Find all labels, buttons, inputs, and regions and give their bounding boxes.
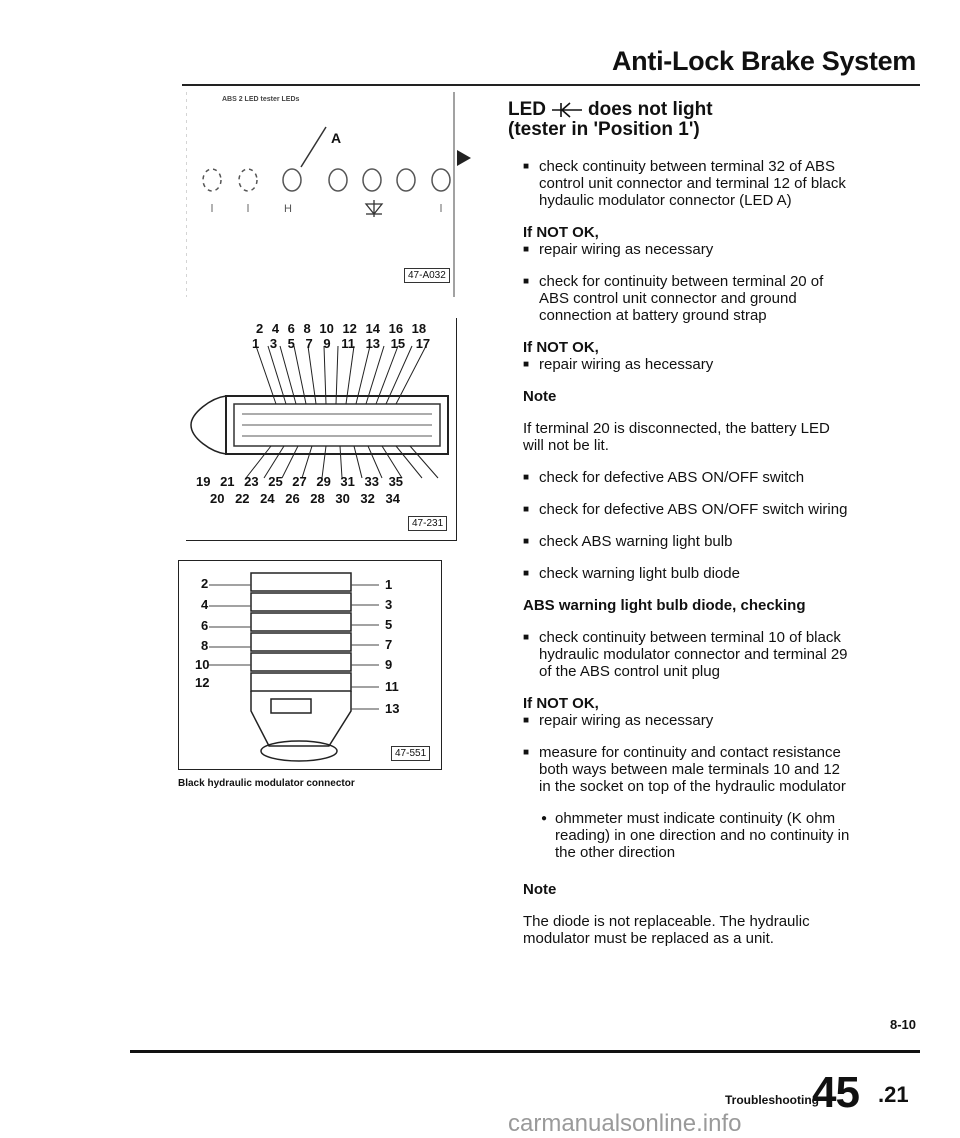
abs-connector-drawing — [186, 318, 456, 540]
step-check-bulb-diode: ■ check warning light bulb diode — [523, 565, 853, 582]
diode-icon — [552, 101, 582, 119]
fig3-label-right-3: 3 — [385, 597, 393, 612]
fig3-label-left-4: 4 — [201, 597, 209, 612]
fig2-top-numbers-2: 1 3 5 7 9 11 13 15 17 — [252, 336, 431, 351]
fig3-label-left-12: 12 — [195, 675, 210, 690]
step-check-terminal-20: ■ check for continuity between terminal 20 of ABS control unit connector and ground connection at battery ground strap — [523, 273, 853, 324]
if-not-ok-1: If NOT OK, — [523, 224, 599, 241]
play-arrow-icon — [457, 150, 471, 166]
note-2-title: Note — [523, 881, 557, 898]
led-tester-drawing — [186, 92, 456, 297]
hydraulic-connector-drawing — [179, 561, 441, 769]
fig3-label-right-13: 13 — [385, 701, 400, 716]
page-title: Anti-Lock Brake System — [611, 46, 916, 76]
fig3-label-right-1: 1 — [385, 577, 393, 592]
figure-hydraulic-connector — [178, 560, 442, 770]
fig3-label-right-9: 9 — [385, 657, 393, 672]
fig3-label-right-7: 7 — [385, 637, 393, 652]
fig2-ref: 47-231 — [408, 516, 447, 531]
footer-section-label: Troubleshooting — [725, 1093, 819, 1107]
note-1-text: If terminal 20 is disconnected, the battery LED will not be lit. — [523, 420, 830, 454]
fig1-caption-top: ABS 2 LED tester LEDs — [222, 96, 300, 103]
svg-text:H: H — [284, 203, 292, 215]
page-number-major: 45 — [812, 1068, 859, 1117]
step-check-switch-wiring: ■ check for defective ABS ON/OFF switch wiring — [523, 501, 853, 518]
fig1-label-a: A — [331, 130, 342, 146]
heading-tester-position: (tester in 'Position 1') — [508, 119, 700, 140]
footer-rule — [130, 1050, 920, 1053]
fig3-label-right-11: 11 — [385, 679, 399, 694]
step-check-switch: ■ check for defective ABS ON/OFF switch — [523, 469, 853, 486]
step-repair-wiring-2: ■ repair wiring as hecessary — [523, 356, 853, 373]
note-1-title: Note — [523, 388, 557, 405]
sub-heading-diode-check: ABS warning light bulb diode, checking — [523, 597, 806, 614]
step-ohmmeter: ● ohmmeter must indicate continuity (K ohm reading) in one direction and no continuity in the other direction — [523, 810, 853, 861]
section-code: 8-10 — [889, 1017, 916, 1032]
fig2-top-numbers: 2 4 6 8 10 12 14 16 18 — [256, 321, 427, 336]
step-check-bulb: ■ check ABS warning light bulb — [523, 533, 853, 550]
step-repair-wiring-1: ■ repair wiring as necessary — [523, 241, 853, 258]
figure-abs-connector — [186, 318, 457, 541]
figure-caption: Black hydraulic modulator connector — [178, 778, 355, 789]
fig2-bottom-numbers: 19 21 23 25 27 29 31 33 35 — [196, 474, 404, 489]
fig3-label-left-10: 10 — [195, 657, 210, 672]
watermark: carmanualsonline.info — [508, 1110, 742, 1137]
fig3-label-right-5: 5 — [385, 617, 393, 632]
fig1-ref: 47-A032 — [404, 268, 450, 283]
fig3-label-left-6: 6 — [201, 618, 209, 633]
fig3-ref: 47-551 — [391, 746, 430, 761]
if-not-ok-2: If NOT OK, — [523, 339, 599, 356]
note-2-text: The diode is not replaceable. The hydraulic modulator must be replaced as a unit. — [523, 913, 810, 947]
page-number-minor: .21 — [878, 1082, 909, 1107]
step-repair-wiring-3: ■ repair wiring as necessary — [523, 712, 853, 729]
step-measure-continuity: ■ measure for continuity and contact resistance both ways between male terminals 10 and 12 in the socket on top of the hydraulic modulator — [523, 744, 853, 795]
section-heading — [508, 100, 713, 140]
fig3-label-left-2: 2 — [201, 576, 209, 591]
step-check-terminal-10: ■ check continuity between terminal 10 of black hydraulic modulator connector and terminal 29 of the ABS control unit plug — [523, 629, 853, 680]
header-rule — [182, 84, 920, 86]
instructions-column — [523, 158, 853, 962]
heading-led: LED — [508, 99, 546, 120]
figure-led-tester — [186, 92, 456, 297]
heading-does-not-light: does not light — [588, 99, 713, 120]
fig2-bottom-numbers-2: 20 22 24 26 28 30 32 34 — [210, 491, 400, 506]
fig3-label-left-8: 8 — [201, 638, 209, 653]
if-not-ok-3: If NOT OK, — [523, 695, 599, 712]
step-check-terminal-32: ■ check continuity between terminal 32 of ABS control unit connector and terminal 12 of black hydaulic modulator connector (LED A) — [523, 158, 853, 209]
